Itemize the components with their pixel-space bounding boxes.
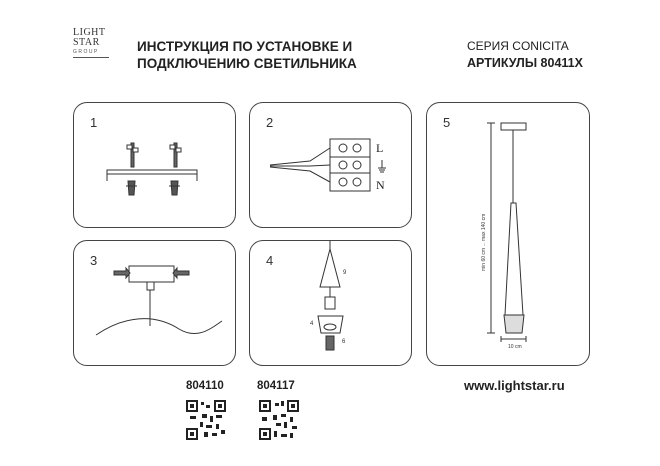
callout-4: 4 (310, 321, 314, 327)
brand-line-2: STAR (73, 37, 100, 48)
terminal-label-n: N (376, 178, 385, 192)
bulb-installation-illustration (250, 241, 411, 365)
width-label: 10 cm (508, 344, 522, 350)
wiring-terminal-illustration (250, 103, 411, 227)
document-title (137, 38, 357, 72)
series-name: СЕРИЯ CONICITA (467, 39, 569, 53)
title-line-1: ИНСТРУКЦИЯ ПО УСТАНОВКЕ И (137, 39, 353, 54)
brand-line-3: GROUP (73, 49, 99, 55)
qr-code-2 (259, 400, 299, 440)
step-3-number: 3 (90, 253, 98, 268)
mounting-bracket-illustration (74, 103, 235, 227)
title-line-2: ПОДКЛЮЧЕНИЮ СВЕТИЛЬНИКА (137, 56, 357, 71)
step-3-panel (73, 240, 236, 366)
pendant-dimensions-illustration (427, 103, 589, 365)
canopy-mounting-illustration (74, 241, 235, 365)
series-info (467, 38, 583, 72)
step-1-number: 1 (90, 115, 98, 130)
article-code-1: 804110 (186, 380, 224, 392)
qr-code-1 (186, 400, 226, 440)
brand-line-1: LIGHT (73, 27, 106, 38)
article-numbers: АРТИКУЛЫ 80411X (467, 56, 583, 70)
step-5-number: 5 (443, 115, 451, 130)
step-2-panel (249, 102, 412, 228)
step-2-number: 2 (266, 115, 274, 130)
terminal-label-l: L (376, 141, 384, 155)
article-code-2: 804117 (257, 380, 295, 392)
step-1-panel (73, 102, 236, 228)
callout-9: 9 (343, 270, 347, 276)
callout-6: 6 (342, 339, 346, 345)
step-4-panel (249, 240, 412, 366)
brand-logo (73, 28, 113, 70)
website-link[interactable]: www.lightstar.ru (464, 378, 565, 393)
step-4-number: 4 (266, 253, 274, 268)
step-5-panel (426, 102, 590, 366)
height-range-label: min 60 cm ... max 140 cm (481, 213, 487, 271)
logo-underline (73, 57, 109, 58)
